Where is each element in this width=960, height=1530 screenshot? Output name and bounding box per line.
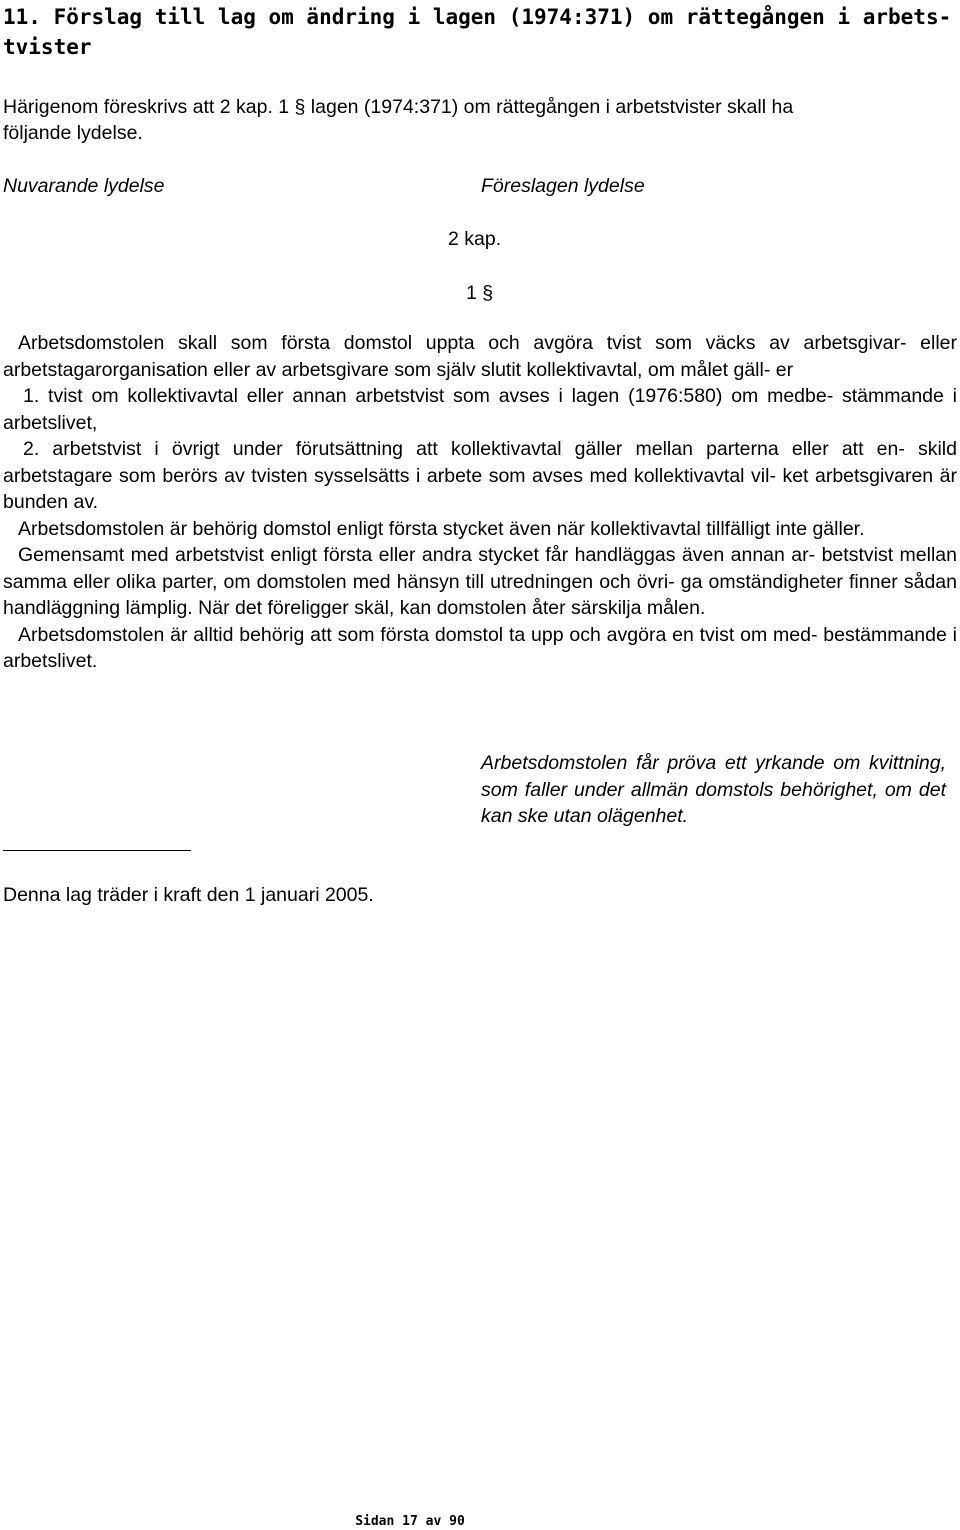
separator-line [3,850,191,851]
current-wording-label: Nuvarande lydelse [3,175,165,197]
heading-line-2: tvister [3,35,92,59]
heading-line-1: 11. Förslag till lag om ändring i lagen (1974:371) om rättegången i arbets- [3,5,952,29]
effective-date-text: Denna lag träder i kraft den 1 januari 2005. [3,884,374,906]
law-item-1: 1. tvist om kollektivavtal eller annan arbetstvist som avses i lagen (1976:580) om medbe- stämmande i arbetslivet, [3,385,957,434]
law-paragraph-4: Arbetsdomstolen är alltid behörig att som första domstol ta upp och avgöra en tvist om med- bestämmande i arbetslivet. [3,623,957,672]
proposed-amendment: Arbetsdomstolen får pröva ett yrkande om kvittning, som faller under allmän domstols behörighet, om det kan ske utan olägenhet. [481,752,946,827]
law-text [3,330,957,675]
law-item-2: 2. arbetstvist i övrigt under förutsättning att kollektivavtal gäller mellan parterna eller att en- skild arbetstagare som berörs av tvisten sysselsätts i arbete som avses med kollektivavtal vil- ket arbetsgivaren är bunden av. [3,438,957,513]
chapter-heading: 2 kap. [448,228,502,250]
law-paragraph-1: Arbetsdomstolen skall som första domstol uppta och avgöra tvist som väcks av arbetsgivar- eller arbetstagarorganisation eller av arbetsgivare som själv slutit kollektivavtal, om målet gäll- er [3,332,957,381]
page-number: Sidan 17 av 90 [355,1514,465,1529]
intro-line-1: Härigenom föreskrivs att 2 kap. 1 § lagen (1974:371) om rättegången i arbetstvister skall ha [3,96,794,118]
intro-paragraph [3,94,943,146]
law-paragraph-2: Arbetsdomstolen är behörig domstol enligt första stycket även när kollektivavtal tillfälligt inte gäller. [18,517,865,540]
proposed-wording-label: Föreslagen lydelse [481,175,645,197]
law-paragraph-3: Gemensamt med arbetstvist enligt första eller andra stycket får handläggas även annan ar- betstvist mellan samma eller olika parter, om domstolen med hänsyn till utredningen och övri- ga omständigheter finner sådan handläggning lämplig. När det föreligger skäl, kan domstolen åter särskilja målen. [3,544,957,619]
intro-line-2: följande lydelse. [3,122,143,144]
document-heading [3,2,953,62]
section-heading: 1 § [466,282,494,304]
